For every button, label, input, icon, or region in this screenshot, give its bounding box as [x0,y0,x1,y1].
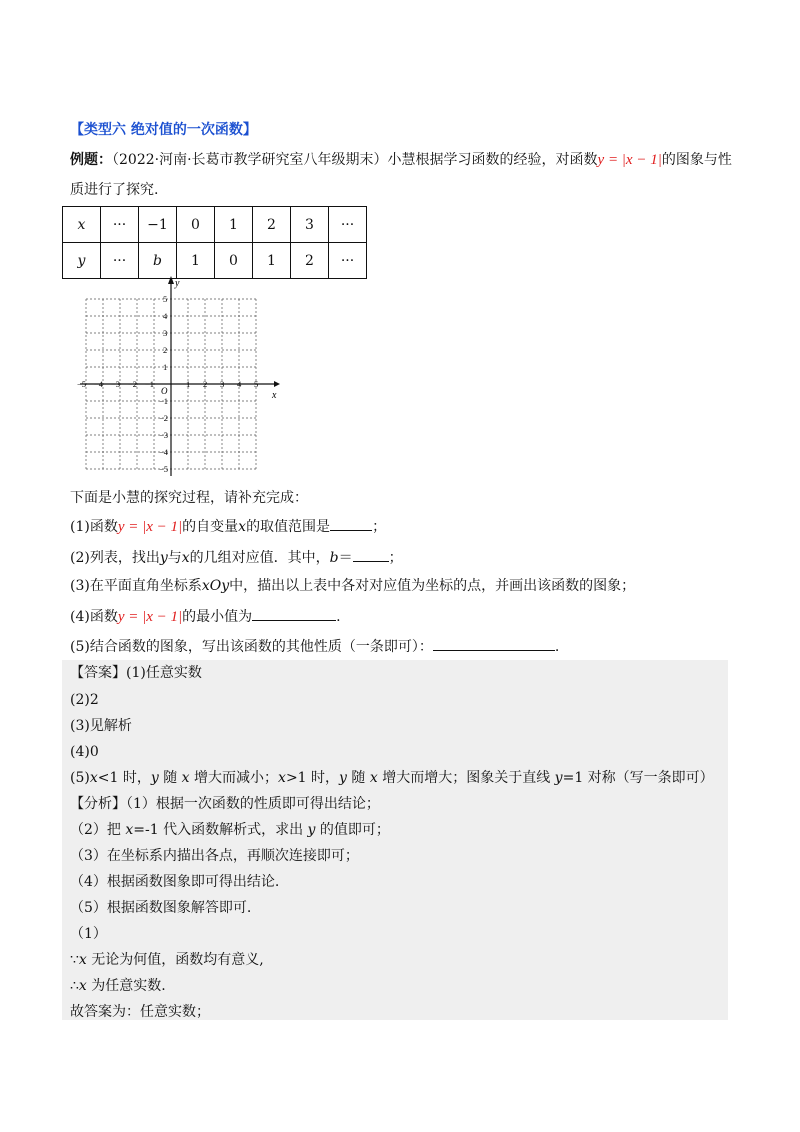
analysis-8-x: x [78,978,87,994]
q2-y: y [159,550,168,566]
table-cell: 1 [215,207,253,243]
table-cell: 0 [215,243,253,279]
q4-answer-blank[interactable] [252,606,336,621]
question-4 [70,606,341,627]
x-tick-label: 5 [254,379,259,389]
analysis-3: （3）在坐标系内描出各点，再顺次连接即可； [70,848,359,864]
x-tick-label: 1 [186,379,191,389]
x-tick-label: 4 [237,379,242,389]
q5-answer-blank[interactable] [433,636,555,651]
y-tick-label: 4 [163,311,168,321]
a5-part: 随 [346,770,370,786]
y-tick-label: −1 [159,396,169,406]
a5-x: x [181,770,190,786]
a5-part: =1 对称（写一条即可） [562,770,714,786]
y-tick-label: −3 [159,430,169,440]
table-cell: ··· [101,243,139,279]
question-3 [70,576,635,596]
analysis-8 [70,976,166,996]
q4-end: . [336,609,341,625]
a5-part: (5) [70,770,90,786]
answer-5 [70,768,714,788]
example-line-2: 质进行了探究. [70,182,159,198]
a5-x: x [278,770,286,786]
analysis-5: （5）根据函数图象解答即可. [70,900,252,916]
analysis-7-text: 无论为何值，函数均有意义, [86,952,264,968]
q1-answer-blank[interactable] [330,516,372,531]
q5-text: (5)结合函数的图象，写出该函数的其他性质（一条即可）： [70,639,433,655]
q2-end: ； [388,550,403,566]
analysis-2-part: 的值即可； [315,822,390,838]
analysis-2-part: =-1 代入函数解析式，求出 [133,822,308,838]
analysis-1: 【分析】（1）根据一次函数的性质即可得出结论； [70,796,380,812]
example-line-1 [70,150,732,170]
y-tick-label: −5 [159,464,169,474]
a5-part: 增大而减小； [189,770,279,786]
q1-text-b: 的取值范围是 [246,519,331,535]
a5-x: x [369,770,378,786]
y-tick-label: 1 [163,362,168,372]
table-cell: 1 [177,243,215,279]
analysis-2 [70,820,390,840]
x-tick-label: 2 [203,379,208,389]
value-table [62,206,367,279]
q3-text-a: (3)在平面直角坐标系 [70,578,202,594]
y-tick-label: 3 [163,328,168,338]
a5-y: y [339,770,347,786]
q5-end: . [554,639,560,655]
y-tick-label: 5 [163,294,168,304]
intro-line: 下面是小慧的探究过程，请补充完成： [70,490,308,506]
q1-end: ； [372,519,387,535]
axes [80,276,280,476]
a5-part: 随 [158,770,182,786]
a5-part: >1 时， [285,770,340,786]
answer-1: 【答案】(1)任意实数 [70,665,202,681]
function-expression: y = |x − 1| [597,152,662,168]
x-tick-label: −5 [77,379,87,389]
analysis-6: （1） [70,926,107,942]
table-cell: 1 [253,243,291,279]
a5-y: y [554,770,563,786]
question-5 [70,636,559,657]
y-tick-label: −2 [159,413,169,423]
x-tick-label: 3 [220,379,225,389]
question-2 [70,547,403,568]
x-axis-label: x [272,390,277,401]
answer-4: (4)0 [70,744,99,760]
therefore-symbol: ∴ [70,978,79,994]
table-cell: b [139,243,177,279]
a5-y: y [150,770,159,786]
q2-answer-blank[interactable] [353,547,389,562]
y-tick-label: 2 [163,345,168,355]
a5-x: x [89,770,98,786]
analysis-9: 故答案为：任意实数； [70,1004,210,1020]
q1-prefix: (1)函数 [70,519,118,535]
table-row [63,243,367,279]
table-cell: ··· [101,207,139,243]
example-source: （2022·河南·长葛市教学研究室八年级期末）小慧根据学习函数的经验，对函数 [112,152,598,168]
x-tick-label: −3 [111,379,121,389]
answer-3: (3)见解析 [70,718,132,734]
because-symbol: ∵ [70,952,79,968]
section-heading: 【类型六 绝对值的一次函数】 [70,122,257,138]
q2-text-c: 的几组对应值．其中， [189,550,330,566]
q1-variable: x [238,519,247,535]
y-tick-label: −4 [159,447,169,457]
q4-prefix: (4)函数 [70,609,118,625]
table-cell: 2 [291,243,329,279]
table-cell: ··· [329,207,367,243]
q2-equals: ＝ [338,550,353,566]
x-tick-label: −2 [128,379,138,389]
answer-2: (2)2 [70,692,99,708]
analysis-7-x: x [78,952,87,968]
q1-function: y = |x − 1| [117,519,183,535]
analysis-8-text: 为任意实数. [86,978,166,994]
x-tick-label: −4 [94,379,104,389]
example-label: 例题： [70,152,112,168]
table-cell: 2 [253,207,291,243]
analysis-2-y: y [307,822,316,838]
question-1 [70,516,386,537]
example-tail: 的图象与性 [661,152,732,168]
x-tick-label: −1 [145,379,155,389]
table-row-header: y [63,243,101,279]
q2-text-b: 与 [167,550,182,566]
analysis-4: （4）根据函数图象即可得出结论. [70,874,280,890]
q4-text: 的最小值为 [182,609,253,625]
coordinate-graph [70,276,280,480]
table-cell: 3 [291,207,329,243]
q2-b-var: b [329,550,339,566]
analysis-7 [70,950,264,970]
table-cell: ··· [329,243,367,279]
analysis-2-x: x [125,822,134,838]
q2-x: x [181,550,190,566]
q4-function: y = |x − 1| [117,609,183,625]
q3-xoy: xOy [201,578,230,594]
table-row [63,207,367,243]
table-cell: 0 [177,207,215,243]
a5-part: <1 时， [97,770,151,786]
table-row-header: x [63,207,101,243]
y-axis-label: y [175,278,180,289]
q1-text-a: 的自变量 [182,519,239,535]
origin-label: O [161,386,168,396]
q2-text-a: (2)列表，找出 [70,550,160,566]
table-cell: −1 [139,207,177,243]
a5-part: 增大而增大；图象关于直线 [377,770,555,786]
q3-text-b: 中，描出以上表中各对对应值为坐标的点，并画出该函数的图象； [229,578,636,594]
analysis-2-part: （2）把 [70,822,126,838]
